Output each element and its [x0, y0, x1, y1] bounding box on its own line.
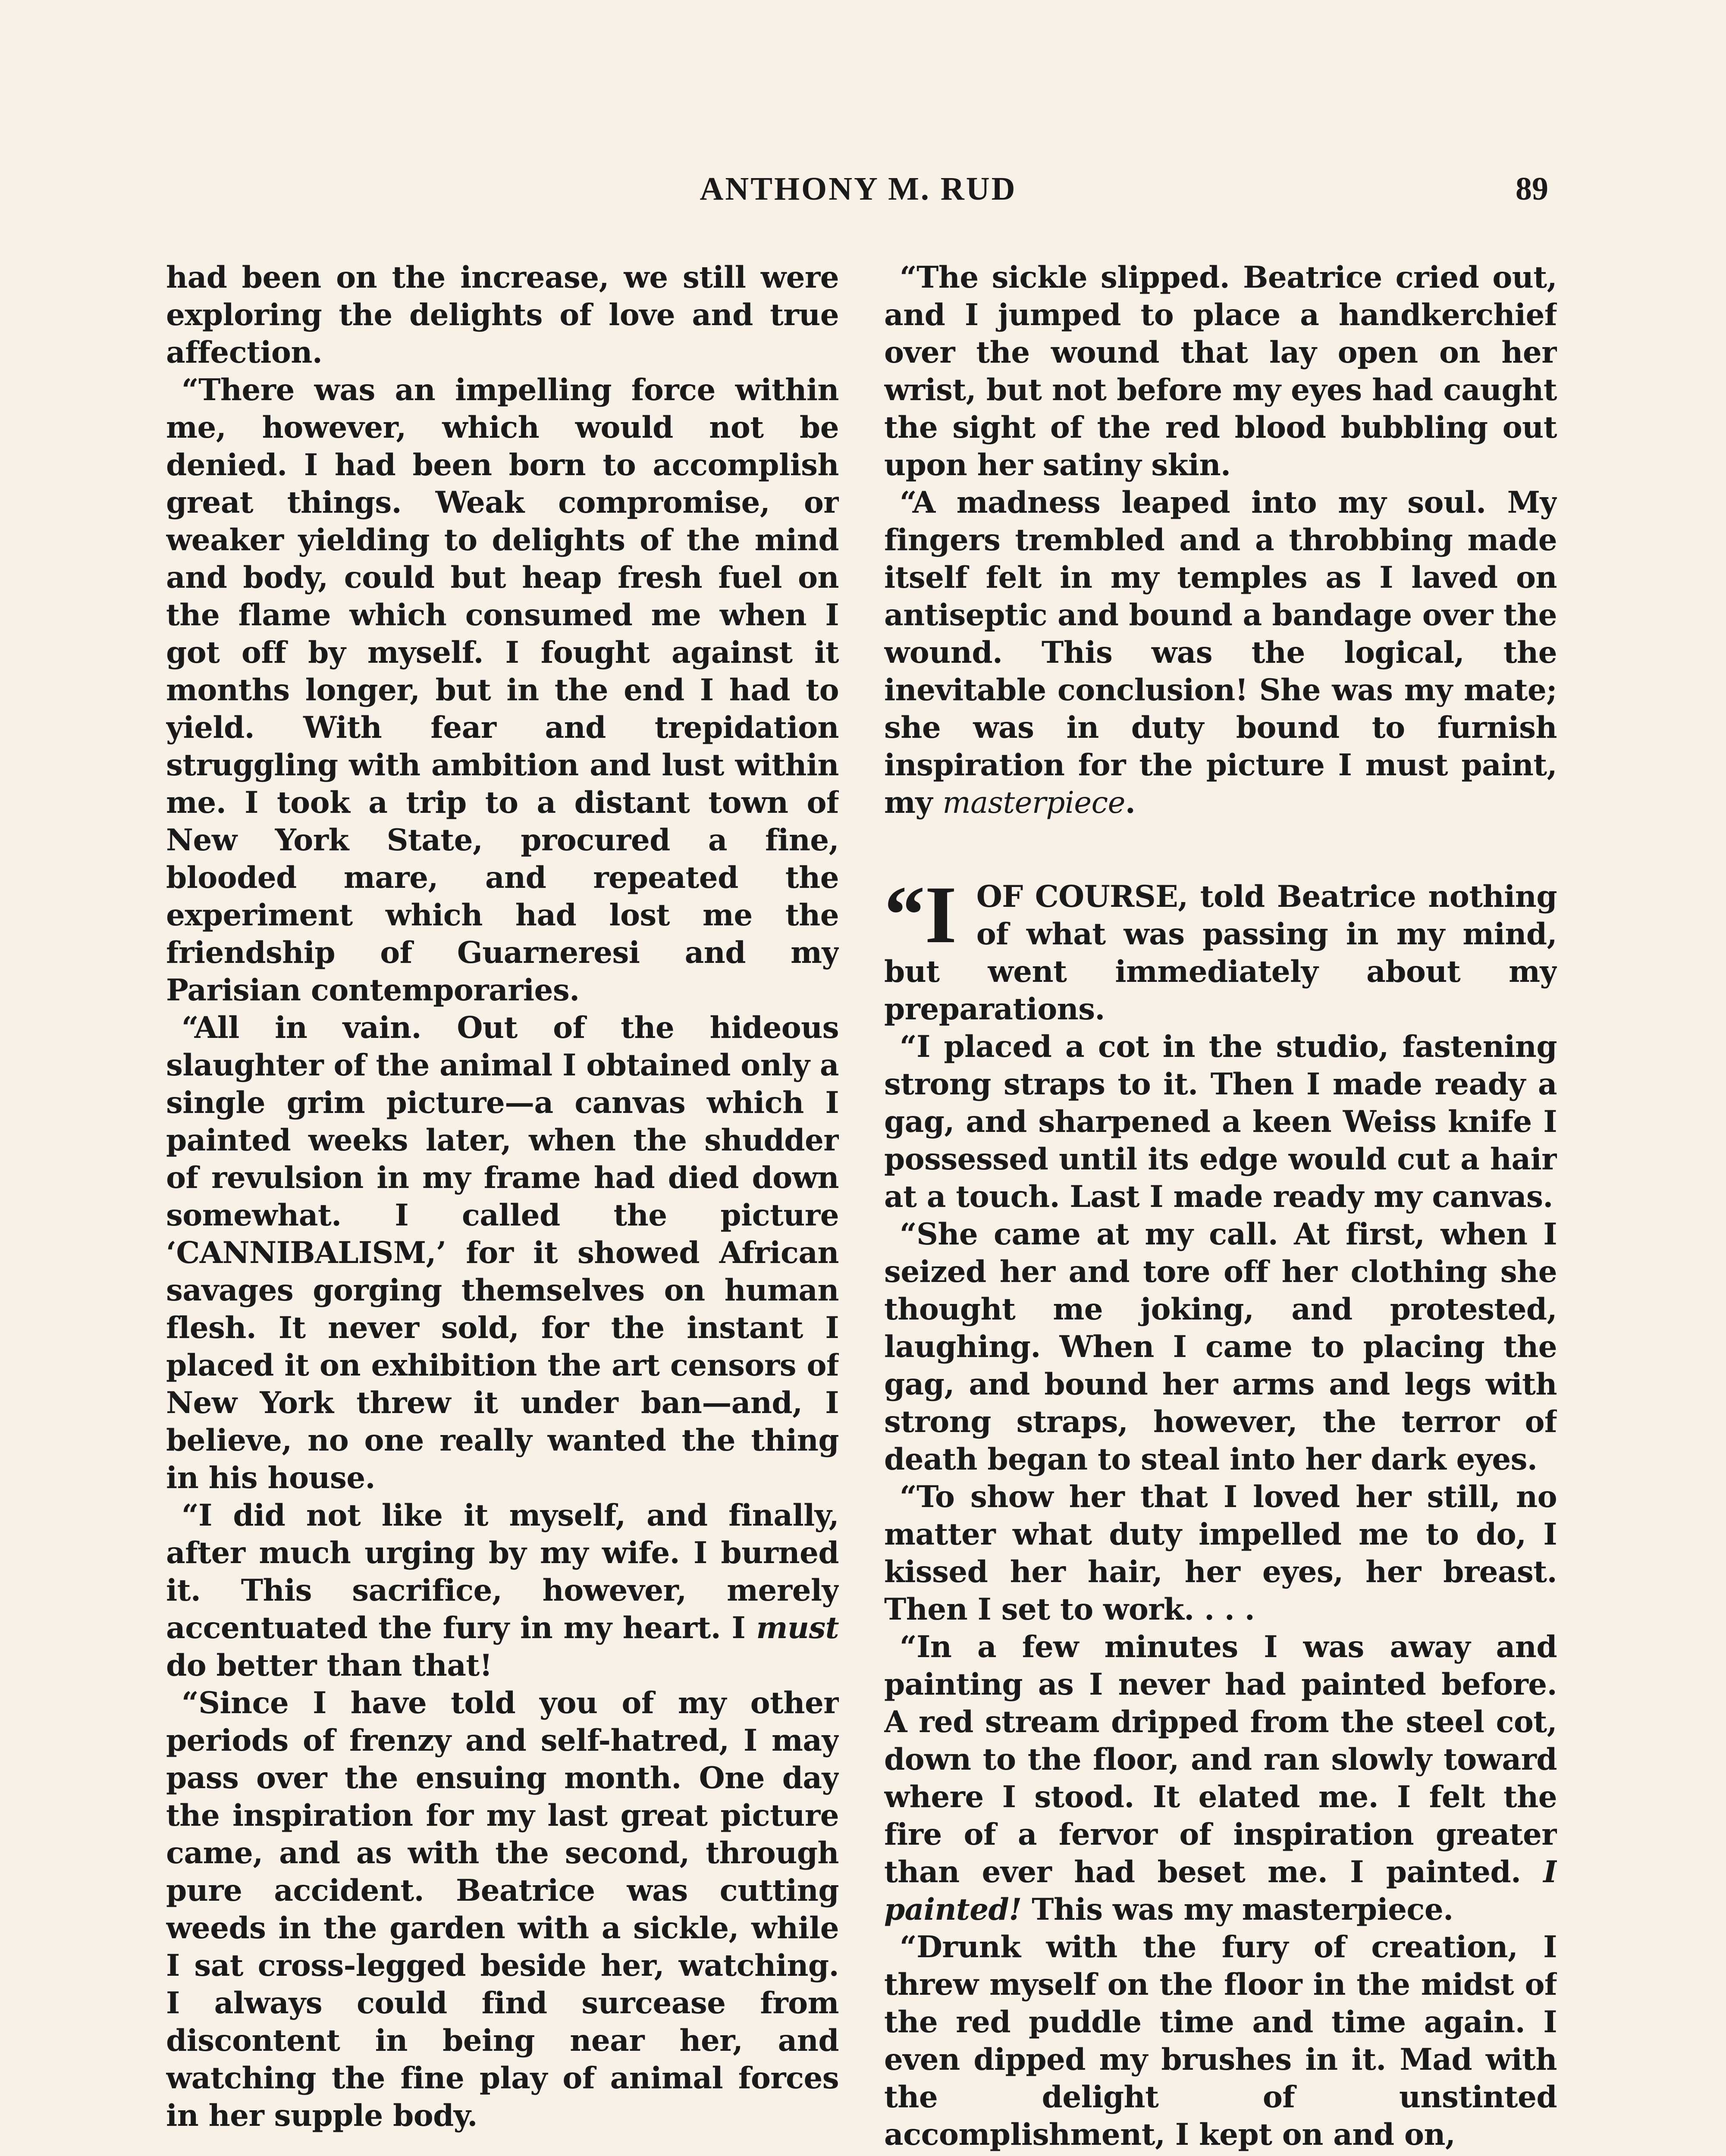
paragraph: “The sickle slipped. Beatrice cried out, and I jumped to place a handkerchief over the wound that lay open on her wrist, but not before my eyes had caught the sight of the red blood bubbling out upon her satiny skin.: [884, 260, 1557, 483]
text-run: “I did not like it myself, and finally, after much urging by my wife. I burned it. This sacrifice, however, merely accentuated the fury in my heart. I: [166, 1498, 839, 1645]
page-number: 89: [1516, 171, 1548, 207]
text-run: do better than that!: [166, 1648, 493, 1683]
paragraph: [884, 1628, 1557, 1928]
paragraph: “Drunk with the fury of creation, I threw myself on the floor in the midst of the red puddle time and time again. I even dipped my brushes in it. Mad with the delight of unstinted accomplishment, I kept on and on,: [884, 1930, 1557, 2152]
text-run: .: [1125, 785, 1136, 820]
page-header: [168, 170, 1548, 222]
paragraph: “She came at my call. At first, when I seized her and tore off her clothing she thought me joking, and protested, laughing. When I came to placing the gag, and bound her arms and legs with strong straps, however, the terror of death began to steal into her dark eyes.: [884, 1217, 1557, 1477]
paragraph: “There was an impelling force within me, however, which would not be denied. I had been born to accomplish great things. Weak compromise, or weaker yielding to delights of the mind and body, could but heap fresh fuel on the flame which consumed me when I got off by myself. I fought against it months longer, but in the end I had to yield. With fear and trepidation struggling with ambition and lust within me. I took a trip to a distant town of New York State, procured a fine, blooded mare, and repeated the experiment which had lost me the friendship of Guarneresi and my Parisian contemporaries.: [166, 373, 839, 1008]
emphasis-masterpiece: masterpiece: [942, 786, 1125, 820]
text-run: “In a few minutes I was away and painting as I never had painted before. A red stream dripped from the steel cot, down to the floor, and ran slowly toward where I stood. It elated me. I felt the fire of a fervor of inspiration greater than ever had beset me. I painted.: [884, 1630, 1557, 1890]
paragraph: [884, 484, 1557, 822]
text-run: OF COURSE, told Beatrice nothing of what was passing in my mind, but went immediately about my preparations.: [884, 879, 1557, 1027]
left-column: [166, 259, 839, 2156]
text-run: “A madness leaped into my soul. My fingers trembled and a throbbing made itself felt in my temples as I laved on antiseptic and bound a bandage over the wound. This was the logical, the inevitable conclusion! She was my mate; she was in duty bound to furnish inspiration for the picture I must paint, my: [884, 485, 1557, 820]
text-run: This was my masterpiece.: [1021, 1892, 1453, 1927]
paragraph: [166, 1497, 839, 1684]
running-head: ANTHONY M. RUD: [700, 171, 1017, 207]
drop-cap: “I: [884, 870, 957, 960]
paragraph: “I placed a cot in the studio, fastening strong straps to it. Then I made ready a gag, and sharpened a keen Weiss knife I possessed until its edge would cut a hair at a touch. Last I made ready my canvas.: [884, 1029, 1557, 1214]
emphasis-must: must: [756, 1611, 839, 1645]
section-break: [884, 822, 1557, 878]
paragraph: had been on the increase, we still were exploring the delights of love and true affection.: [166, 260, 839, 370]
paragraph: “To show her that I loved her still, no matter what duty impelled me to do, I kissed her hair, her eyes, her breast. Then I set to work. . . .: [884, 1479, 1557, 1627]
paragraph: “Since I have told you of my other periods of frenzy and self-hatred, I may pass over the ensuing month. One day the inspiration for my last great picture came, and as with the second, through pure accident. Beatrice was cutting weeds in the garden with a sickle, while I sat cross-legged beside her, watching. I always could find surcease from discontent in being near her, and watching the fine play of animal forces in her supple body.: [166, 1686, 839, 2133]
paragraph: “All in vain. Out of the hideous slaughter of the animal I obtained only a single grim picture—a canvas which I painted weeks later, when the shudder of revulsion in my frame had died down somewhat. I called the picture ‘CANNIBALISM,’ for it showed African savages gorging themselves on human flesh. It never sold, for the instant I placed it on exhibition the art censors of New York threw it under ban—and, I believe, no one really wanted the thing in his house.: [166, 1010, 839, 1495]
emphasis-i-painted: I painted!: [884, 1855, 1557, 1927]
drop-cap-paragraph: [884, 870, 1557, 1028]
right-column: [884, 259, 1557, 2156]
